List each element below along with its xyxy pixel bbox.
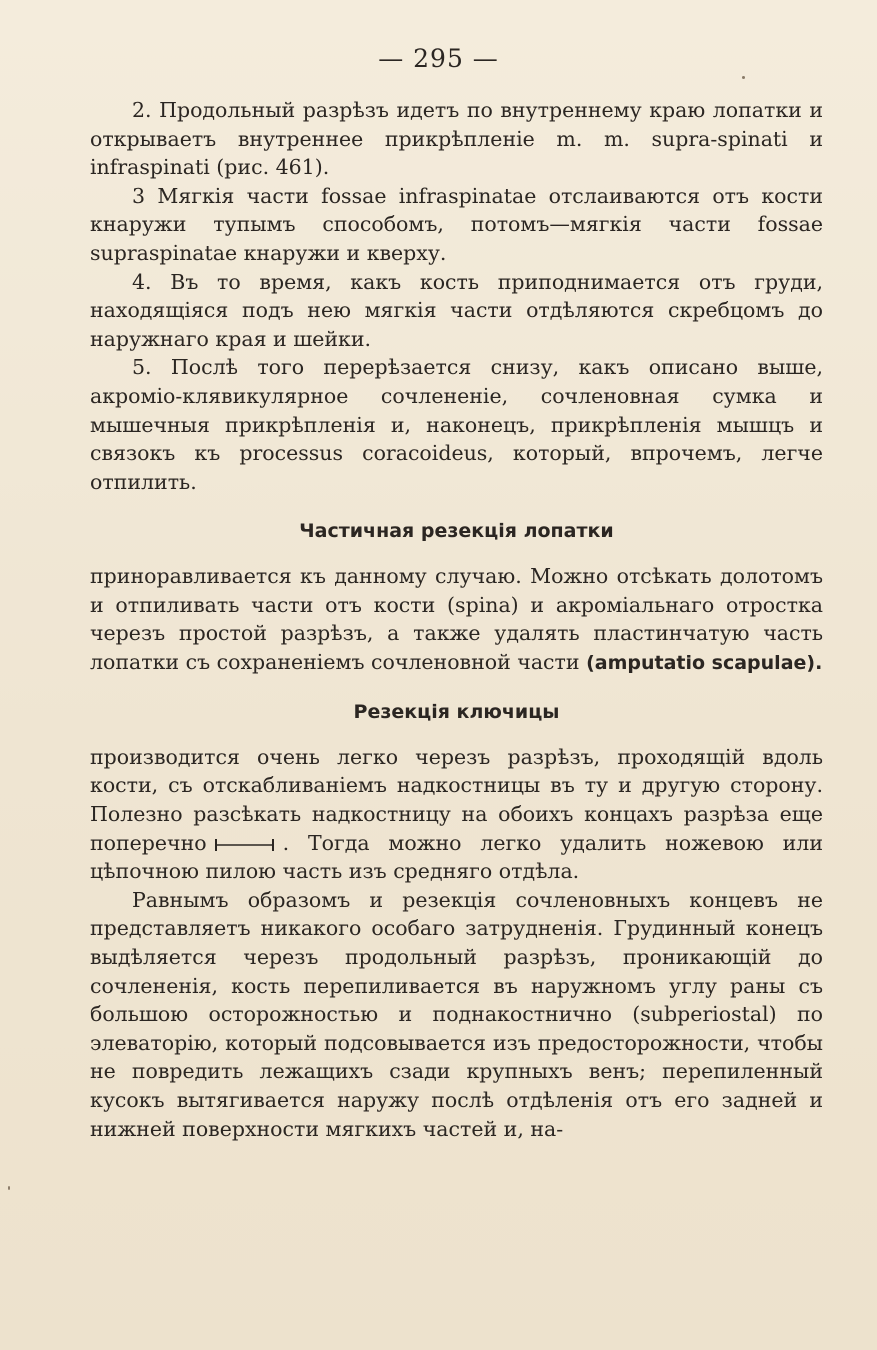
paper-speck (8, 1186, 10, 1190)
page-text (90, 96, 823, 1143)
paragraph-clavicle-resection (90, 743, 823, 886)
paragraph-partial-resection-text: приноравливается къ данному случаю. Можно отсѣкать долотомъ и отпиливать части отъ кости (spina) и акроміальнаго отростка черезъ простой разрѣзъ, а также удалять пластинчатую часть лопатки съ сохраненіемъ сочленовной части (90, 563, 823, 674)
paragraph-step-3: 3 Мягкія части fossae infraspinatae отслаиваются отъ кости кнаружи тупымъ способомъ, потомъ—мягкія части fossae supraspinatae кнаружи и кверху. (90, 183, 823, 265)
paragraph-step-2: 2. Продольный разрѣзъ идетъ по внутреннему краю лопатки и открываетъ внутреннее прикрѣпленіе m. m. supra-spinati и infraspinati (рис. 461). (90, 98, 823, 180)
paragraph-clavicle-text-a: производится очень легко черезъ разрѣзъ, проходящій вдоль кости, съ отскабливаніемъ надкостницы въ ту и другую сторону. Полезно разсѣкать надкостницу на обоихъ концахъ разрѣза еще поперечно (90, 744, 823, 855)
page-number: — 295 — (378, 44, 499, 73)
section-heading-clavicle: Резекція ключицы (353, 701, 560, 724)
latin-term-amputatio: (amputatio scapulae). (586, 651, 823, 674)
section-heading-partial-scapula: Частичная резекція лопатки (299, 520, 614, 543)
paragraph-partial-resection (90, 562, 823, 677)
paper-speck (742, 76, 745, 79)
paragraph-joint-ends: Равнымъ образомъ и резекція сочленовныхъ концевъ не представляетъ никакого особаго затрудненія. Грудинный конецъ выдѣляется черезъ продольный разрѣзъ, проникающій до сочлененія, кость перепиливается въ наружномъ углу раны съ большою осторожностью и поднакостнично (subperiostal) по элеваторію, который подсовывается изъ предосторожности, чтобы не повредить лежащихъ сзади крупныхъ венъ; перепиленный кусокъ вытягивается наружу послѣ отдѣленія отъ его задней и нижней поверхности мягкихъ частей и, на- (90, 887, 823, 1141)
paragraph-clavicle-text-b: . Тогда можно легко удалить ножевою или цѣпочною пилою часть изъ средняго отдѣла. (90, 830, 823, 884)
paragraph-step-4: 4. Въ то время, какъ кость приподнимается отъ груди, находящіяся подъ нею мягкія части отдѣляются скребцомъ до наружнаго края и шейки. (90, 269, 823, 351)
paragraph-step-5: 5. Послѣ того перерѣзается снизу, какъ описано выше, акроміо-клявикулярное сочлененіе, сочленовная сумка и мышечныя прикрѣпленія и, наконецъ, прикрѣпленія мышцъ и связокъ къ processus coracoideus, который, впрочемъ, легче отпилить. (90, 355, 823, 494)
incision-diagram-icon (213, 837, 277, 852)
